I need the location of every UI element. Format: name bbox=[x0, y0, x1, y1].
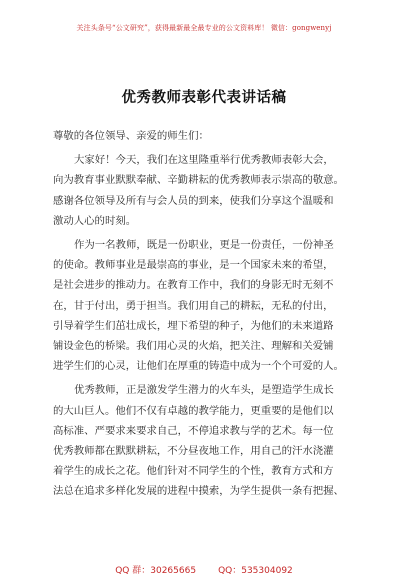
paragraph-line: 引导着学生们茁壮成长，埋下希望的种子，为他们的未来道路 bbox=[53, 319, 334, 332]
document-title: 优秀教师表彰代表讲话稿 bbox=[121, 89, 287, 106]
paragraph-line: 的大山巨人。他们不仅有卓越的教学能力，更重要的是他们以 bbox=[53, 404, 334, 417]
paragraph-line: 激动人心的时刻。 bbox=[53, 214, 137, 227]
footer-qq: QQ：535304092 bbox=[218, 566, 293, 576]
paragraph-line: 优秀教师，正是激发学生潜力的火车头，是塑造学生成长 bbox=[74, 384, 334, 397]
paragraph-line: 高标准、严要求来要求自己，不停追求教与学的艺术。每一位 bbox=[53, 424, 334, 437]
paragraph-line: 大家好！今天，我们在这里隆重举行优秀教师表彰大会， bbox=[74, 154, 334, 167]
paragraph-3 bbox=[53, 380, 357, 501]
paragraph-line: 优秀教师都在默默耕耘，不分昼夜地工作，用自己的汗水浇灌 bbox=[53, 445, 334, 458]
paragraph-2 bbox=[53, 235, 357, 376]
paragraph-line: 法总在追求多样化发展的进程中摸索，为学生提供一条有把握、 bbox=[53, 485, 344, 498]
header-banner: 关注头条号“公文研究”，获得最新最全最专业的公文资料库！ 微信：gongwenyj bbox=[76, 24, 332, 32]
paragraph-line: 铺设金色的桥梁。我们用心灵的火焰，把关注、理解和关爱铺 bbox=[53, 340, 334, 353]
paragraph-line: 作为一名教师，既是一份职业，更是一份责任，一份神圣 bbox=[74, 239, 334, 252]
paragraph-line: 的使命。教师事业是最崇高的事业，是一个国家未来的希望， bbox=[53, 259, 334, 272]
paragraph-line: 在，甘于付出，勇于担当。我们用自己的耕耘，无私的付出， bbox=[53, 299, 334, 312]
greeting-line: 尊敬的各位领导、亲爱的师生们： bbox=[53, 130, 209, 142]
paragraph-line: 感谢各位领导及所有与会人员的到来，使我们分享这个温暖和 bbox=[53, 194, 334, 207]
paragraph-line: 是社会进步的推动力。在教育工作中，我们的身影无时无刻不 bbox=[53, 279, 334, 292]
paragraph-line: 向为教育事业默默奉献、辛勤耕耘的优秀教师表示崇高的敬意。 bbox=[53, 174, 344, 187]
footer-qq-group: QQ 群：30265665 bbox=[115, 566, 197, 576]
paragraph-line: 着学生的成长之花。他们针对不同学生的个性，教育方式和方 bbox=[53, 465, 334, 478]
document-body bbox=[53, 126, 357, 506]
footer-contact bbox=[0, 563, 408, 576]
paragraph-line: 进学生们的心灵，让他们在厚重的铸造中成为一个个可爱的人。 bbox=[53, 360, 344, 373]
paragraph-1 bbox=[53, 150, 357, 231]
